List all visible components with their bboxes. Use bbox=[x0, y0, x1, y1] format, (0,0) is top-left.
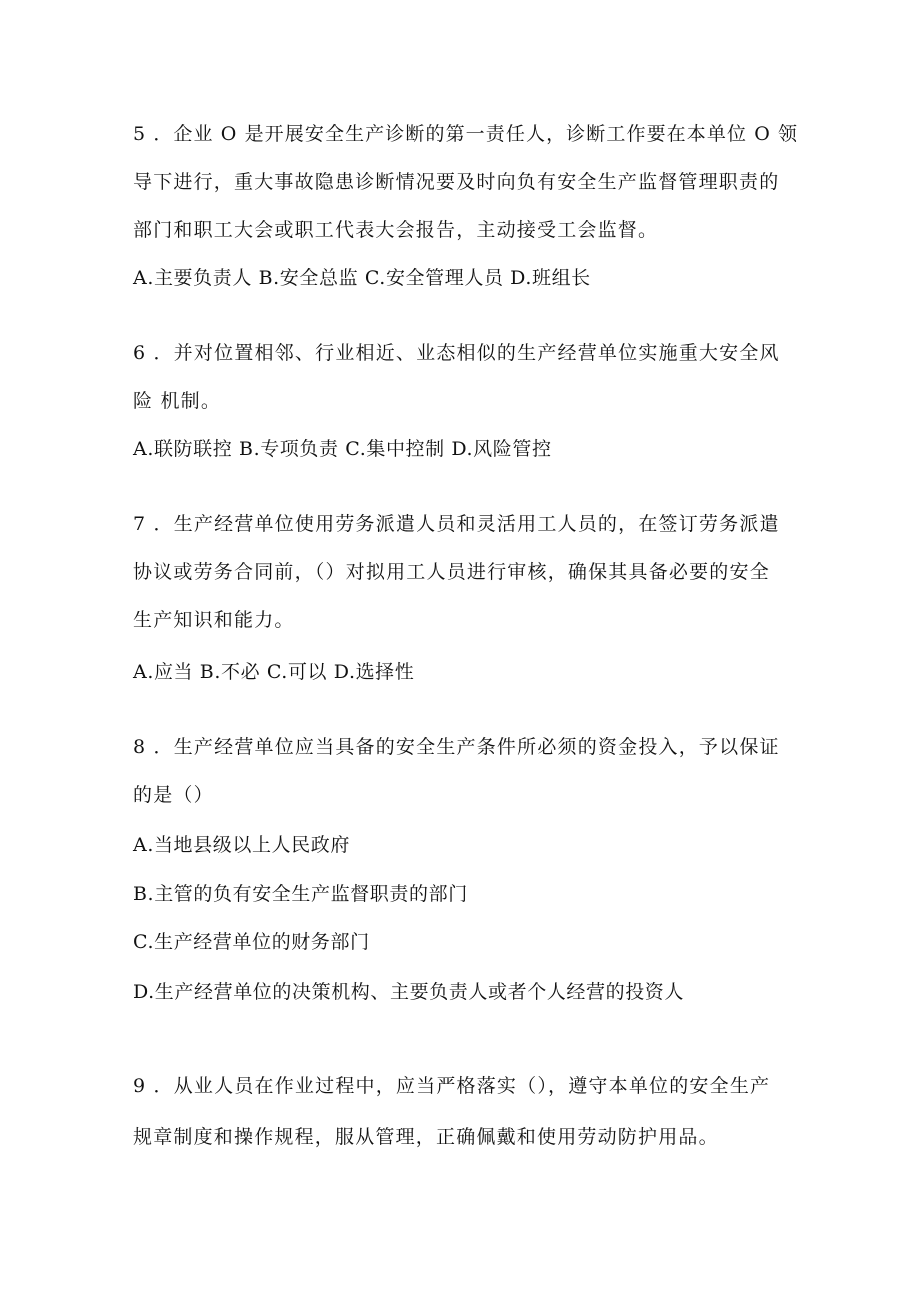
question-6-line-2: 险 机制。 bbox=[133, 390, 222, 412]
question-7-line-3: 生产知识和能力。 bbox=[133, 609, 295, 631]
question-8-option-c: C.生产经营单位的财务部门 bbox=[133, 931, 370, 953]
question-7-options: A.应当 B.不必 C.可以 D.选择性 bbox=[133, 661, 415, 683]
question-5-line-2: 导下进行，重大事故隐患诊断情况要及时向负有安全生产监督管理职责的 bbox=[133, 171, 780, 193]
question-6-line-1: 6 ．并对位置相邻、行业相近、业态相似的生产经营单位实施重大安全风 bbox=[133, 342, 780, 364]
question-8-line-1: 8 ．生产经营单位应当具备的安全生产条件所必须的资金投入，予以保证 bbox=[133, 736, 780, 758]
question-5-options: A.主要负责人 B.安全总监 C.安全管理人员 D.班组长 bbox=[133, 267, 591, 289]
question-8-option-d: D.生产经营单位的决策机构、主要负责人或者个人经营的投资人 bbox=[133, 981, 684, 1003]
question-9-line-1: 9 ．从业人员在作业过程中，应当严格落实（），遵守本单位的安全生产 bbox=[133, 1075, 771, 1097]
question-8-option-b: B.主管的负有安全生产监督职责的部门 bbox=[133, 883, 468, 905]
question-5-line-1: 5 ．企业 O 是开展安全生产诊断的第一责任人，诊断工作要在本单位 O 领 bbox=[133, 123, 799, 145]
question-5-line-3: 部门和职工大会或职工代表大会报告，主动接受工会监督。 bbox=[133, 219, 659, 241]
question-6-options: A.联防联控 B.专项负责 C.集中控制 D.风险管控 bbox=[133, 438, 552, 460]
question-8-line-2: 的是（） bbox=[133, 784, 214, 806]
question-9-line-2: 规章制度和操作规程，服从管理，正确佩戴和使用劳动防护用品。 bbox=[133, 1126, 719, 1148]
question-7-line-1: 7 ．生产经营单位使用劳务派遣人员和灵活用工人员的，在签订劳务派遣 bbox=[133, 513, 780, 535]
question-8-option-a: A.当地县级以上人民政府 bbox=[133, 834, 350, 856]
question-7-line-2: 协议或劳务合同前，（）对拟用工人员进行审核，确保其具备必要的安全 bbox=[133, 561, 770, 583]
